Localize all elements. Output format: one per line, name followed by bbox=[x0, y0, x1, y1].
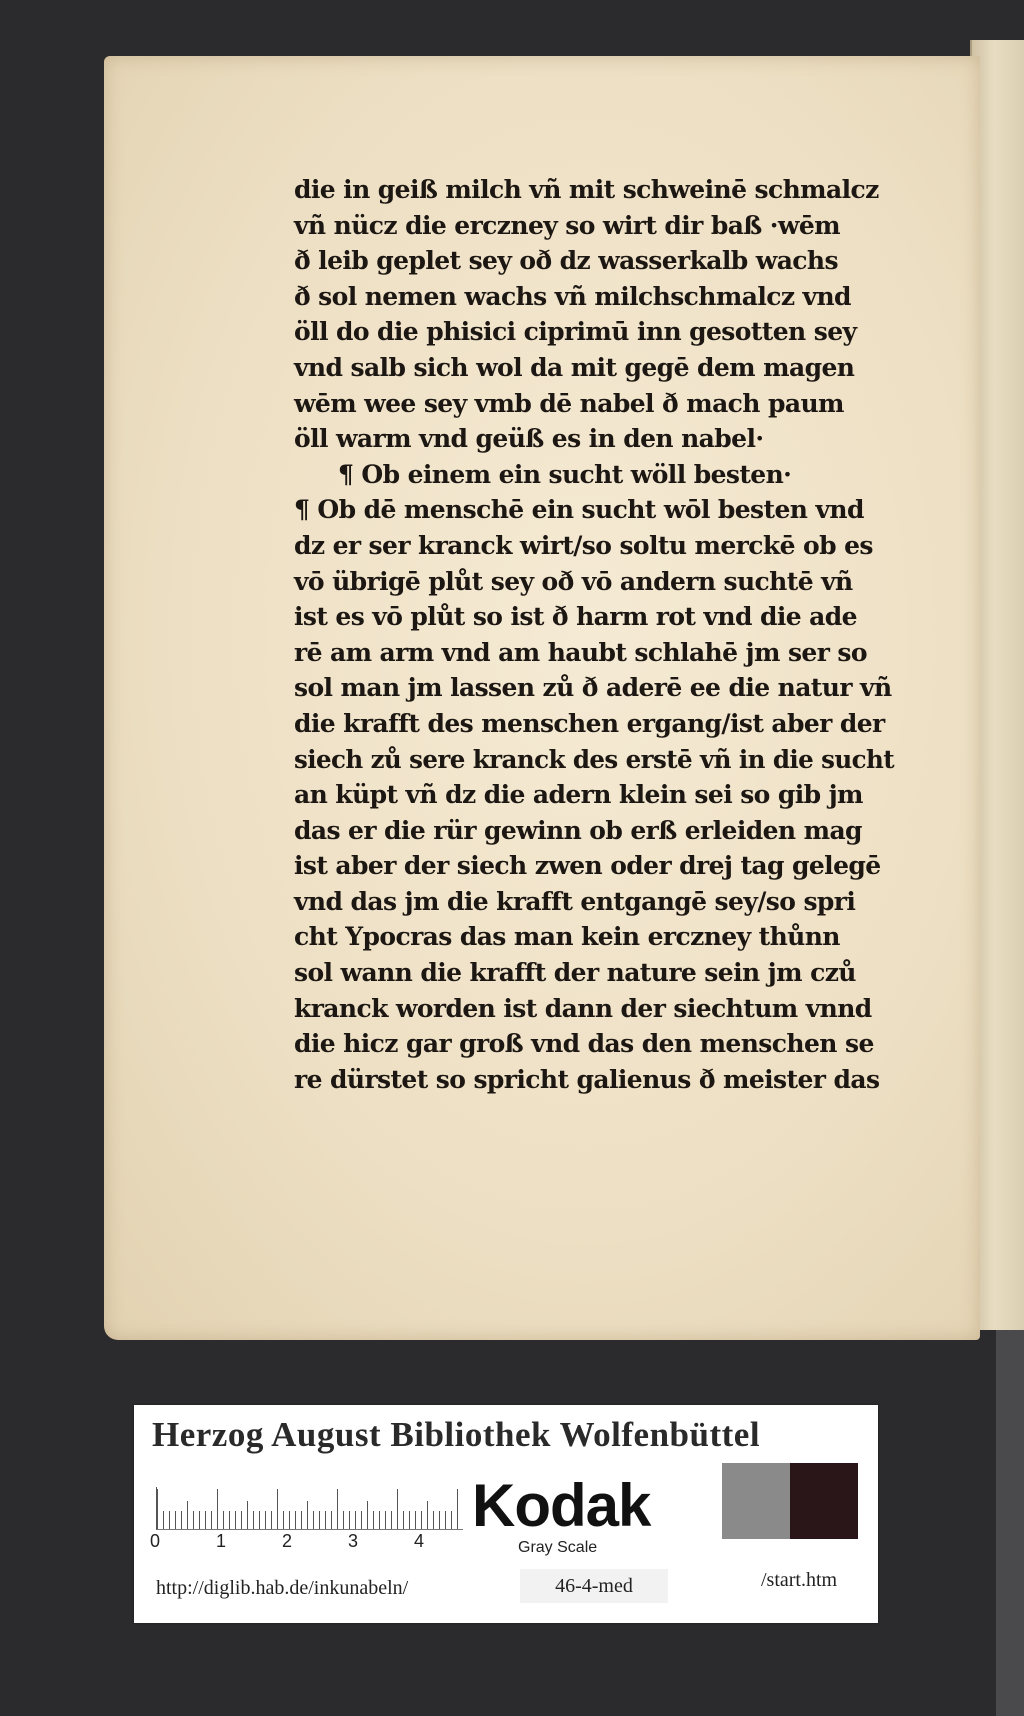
text-line: die in geiß milch vñ mit schweinē schmalcz bbox=[294, 175, 879, 204]
ruler-tick bbox=[457, 1489, 458, 1529]
text-line: cht Ypocras das man kein erczney thůnn bbox=[294, 922, 840, 952]
ruler-tick bbox=[181, 1511, 182, 1529]
ruler-tick bbox=[175, 1511, 176, 1529]
ruler-tick bbox=[307, 1501, 308, 1529]
section-heading: ¶ Ob einem ein sucht wöll besten· bbox=[338, 459, 792, 489]
text-line: öll warm vnd geüß es in den nabel· bbox=[294, 424, 764, 454]
ruler-tick bbox=[259, 1511, 260, 1529]
shelfmark-code: 46-4-med bbox=[520, 1569, 668, 1603]
ruler-tick bbox=[409, 1511, 410, 1529]
ruler-tick bbox=[193, 1511, 194, 1529]
ruler-tick bbox=[433, 1511, 434, 1529]
source-url: http://diglib.hab.de/inkunabeln/ bbox=[156, 1577, 409, 1599]
ruler-tick bbox=[301, 1511, 302, 1529]
text-line: die hicz gar groß vnd das den menschen se bbox=[294, 1029, 874, 1059]
ruler-number: 1 bbox=[216, 1531, 227, 1551]
ruler-tick bbox=[235, 1511, 236, 1529]
ruler-tick bbox=[289, 1511, 290, 1529]
ruler-tick bbox=[247, 1501, 248, 1529]
ruler-number: 3 bbox=[348, 1531, 359, 1551]
ruler-tick bbox=[337, 1489, 338, 1529]
ruler-tick bbox=[427, 1501, 428, 1529]
gray-swatch bbox=[722, 1463, 790, 1539]
ruler-tick bbox=[271, 1511, 272, 1529]
ruler-tick bbox=[169, 1511, 170, 1529]
text-line: öll do die phisici ciprimū inn gesotten sey bbox=[294, 317, 857, 347]
ruler-tick bbox=[265, 1511, 266, 1529]
text-line: siech zů sere kranck des erstē vñ in die sucht bbox=[294, 744, 894, 774]
text-line: vñ nücz die erczney so wirt dir baß ·wēm bbox=[294, 210, 840, 240]
page-text-block bbox=[294, 172, 894, 1097]
ruler-tick bbox=[277, 1489, 278, 1529]
ruler-tick bbox=[397, 1489, 398, 1529]
library-reference-card bbox=[134, 1405, 878, 1623]
dark-swatch bbox=[790, 1463, 858, 1539]
ruler-tick bbox=[205, 1511, 206, 1529]
ruler-tick bbox=[313, 1511, 314, 1529]
ruler-number: 0 bbox=[150, 1531, 161, 1551]
ruler-tick bbox=[451, 1511, 452, 1529]
ruler-tick bbox=[373, 1511, 374, 1529]
text-line: vnd salb sich wol da mit gegē dem magen bbox=[294, 352, 855, 382]
ruler-tick bbox=[343, 1511, 344, 1529]
ruler-tick bbox=[229, 1511, 230, 1529]
ruler-tick bbox=[157, 1489, 158, 1529]
text-line: sol man jm lassen zů ð aderē ee die natur vñ bbox=[294, 673, 892, 703]
gray-scale-caption: Gray Scale bbox=[518, 1539, 598, 1556]
text-line: vnd das jm die krafft entgangē sey/so spri bbox=[294, 886, 856, 916]
start-page-url: /start.htm bbox=[761, 1569, 838, 1591]
text-line: vō übrigē plůt sey oð vō andern suchtē vñ bbox=[294, 566, 853, 596]
text-line: rē am arm vnd am haubt schlahē jm ser so bbox=[294, 637, 867, 667]
ruler-tick bbox=[211, 1511, 212, 1529]
ruler-tick bbox=[331, 1511, 332, 1529]
ruler-tick bbox=[439, 1511, 440, 1529]
text-line: sol wann die krafft der nature sein jm czů bbox=[294, 958, 856, 988]
ruler-tick bbox=[355, 1511, 356, 1529]
text-line: ð leib geplet sey oð dz wasserkalb wachs bbox=[294, 246, 838, 276]
text-line: ist aber der siech zwen oder drej tag gelegē bbox=[294, 851, 881, 881]
ruler-tick bbox=[217, 1489, 218, 1529]
ruler-tick bbox=[403, 1511, 404, 1529]
ruler-tick bbox=[349, 1511, 350, 1529]
ruler-tick bbox=[367, 1501, 368, 1529]
text-line: wēm wee sey vmb dē nabel ð mach paum bbox=[294, 388, 844, 418]
ruler-tick bbox=[361, 1511, 362, 1529]
text-line: ist es vō plůt so ist ð harm rot vnd die ade bbox=[294, 602, 857, 632]
text-line: das er die rür gewinn ob erß erleiden mag bbox=[294, 815, 862, 845]
ruler-tick bbox=[421, 1511, 422, 1529]
ruler-tick bbox=[379, 1511, 380, 1529]
text-line: an küpt vñ dz die adern klein sei so gib jm bbox=[294, 780, 863, 810]
ruler-tick bbox=[163, 1511, 164, 1529]
library-title: Herzog August Bibliothek Wolfenbüttel bbox=[152, 1415, 761, 1454]
ruler-tick bbox=[319, 1511, 320, 1529]
ruler-tick bbox=[283, 1511, 284, 1529]
ruler-tick bbox=[295, 1511, 296, 1529]
measurement-ruler bbox=[156, 1487, 463, 1530]
ruler-number: 2 bbox=[282, 1531, 293, 1551]
ruler-tick bbox=[445, 1511, 446, 1529]
ruler-tick bbox=[253, 1511, 254, 1529]
ruler-number: 4 bbox=[414, 1531, 425, 1551]
kodak-logo: Kodak bbox=[472, 1472, 651, 1539]
text-line: ð sol nemen wachs vñ milchschmalcz vnd bbox=[294, 281, 851, 311]
text-line: dz er ser kranck wirt/so soltu merckē ob es bbox=[294, 530, 873, 560]
text-line: re dürstet so spricht galienus ð meister das bbox=[294, 1064, 880, 1094]
ruler-tick bbox=[223, 1511, 224, 1529]
adjacent-page-shadow bbox=[996, 1330, 1024, 1716]
white-swatch bbox=[652, 1463, 722, 1539]
ruler-tick bbox=[187, 1501, 188, 1529]
ruler-tick bbox=[391, 1511, 392, 1529]
ruler-tick bbox=[325, 1511, 326, 1529]
text-line: ¶ Ob dē menschē ein sucht wōl besten vnd bbox=[294, 495, 864, 525]
ruler-tick bbox=[415, 1511, 416, 1529]
ruler-tick bbox=[385, 1511, 386, 1529]
text-line: kranck worden ist dann der siechtum vnnd bbox=[294, 993, 872, 1023]
ruler-tick bbox=[199, 1511, 200, 1529]
ruler-tick bbox=[241, 1511, 242, 1529]
text-line: die krafft des menschen ergang/ist aber der bbox=[294, 708, 885, 738]
